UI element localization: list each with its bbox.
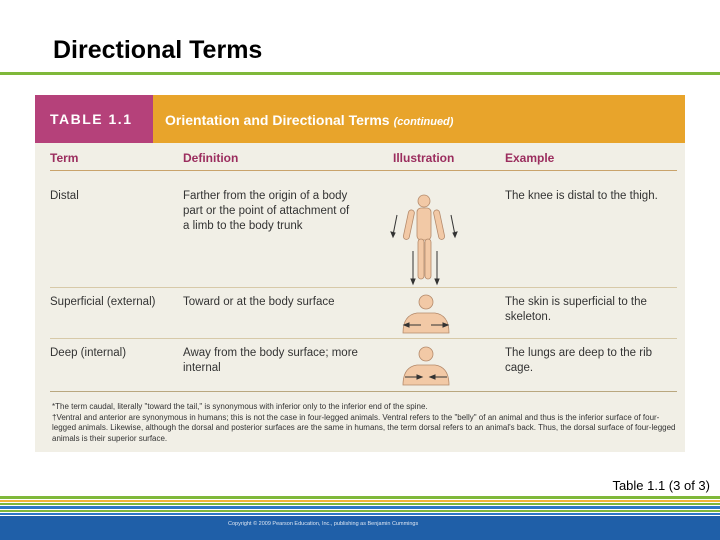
footer-stripe-green	[0, 503, 720, 505]
table-tag-label: TABLE 1.1	[50, 111, 133, 127]
distal-body-illustration	[387, 193, 462, 289]
footer-stripe-blue	[0, 513, 720, 515]
row-distal-term: Distal	[50, 190, 79, 202]
superficial-torso-illustration	[397, 293, 455, 335]
row-distal-example: The knee is distal to the thigh.	[505, 190, 658, 202]
row-superficial-definition: Toward or at the body surface	[183, 296, 335, 308]
col-head-illustration: Illustration	[393, 151, 455, 165]
table-caption-text: Orientation and Directional Terms	[165, 112, 390, 128]
slide-caption: Table 1.1 (3 of 3)	[612, 478, 710, 493]
footer-bar	[0, 516, 720, 540]
table-bottom-rule	[50, 391, 677, 392]
deep-torso-illustration	[397, 345, 455, 387]
row-divider	[50, 338, 677, 339]
row-divider	[50, 287, 677, 288]
footnote-ventral: †Ventral and anterior are synonymous in humans; this is not the case in four-legged animals. Ventral refers to the "belly" of an animal and thus is the inferior surface of four-legged animals. Likewise, although the dorsal and posterior surfaces are the same in humans, the term dorsal refers to an animal's back. Thus, the dorsal surface of four-legged animals is their superior surface.	[52, 412, 676, 443]
footer-stripe-green	[0, 496, 720, 499]
table-header	[35, 95, 685, 143]
table-caption	[165, 112, 453, 128]
col-head-example: Example	[505, 151, 555, 165]
table-footnotes	[52, 402, 677, 444]
row-superficial-term: Superficial (external)	[50, 296, 156, 308]
header-rule	[50, 170, 677, 171]
col-head-term: Term	[50, 151, 79, 165]
table-tag	[35, 95, 153, 143]
table-panel	[35, 95, 685, 452]
footer-stripe-green	[0, 510, 720, 512]
col-head-definition: Definition	[183, 151, 239, 165]
footnote-caudal: *The term caudal, literally "toward the tail," is synonymous with inferior only to the inferior end of the spine.	[52, 402, 428, 411]
copyright-notice: Copyright © 2009 Pearson Education, Inc., publishing as Benjamin Cummings	[228, 521, 419, 527]
table-caption-note: (continued)	[393, 116, 454, 128]
footer-stripe-blue	[0, 506, 720, 509]
title-rule	[0, 72, 720, 75]
row-deep-term: Deep (internal)	[50, 347, 127, 359]
row-distal-definition: Farther from the origin of a body part or the point of attachment of a limb to the body trunk	[183, 190, 350, 232]
footer-stripe-orange	[0, 500, 720, 502]
slide-title: Directional Terms	[53, 36, 263, 64]
row-deep-example: The lungs are deep to the rib cage.	[505, 347, 653, 374]
row-superficial-example: The skin is superficial to the skeleton.	[505, 296, 647, 323]
row-deep-definition: Away from the body surface; more internal	[183, 347, 358, 374]
